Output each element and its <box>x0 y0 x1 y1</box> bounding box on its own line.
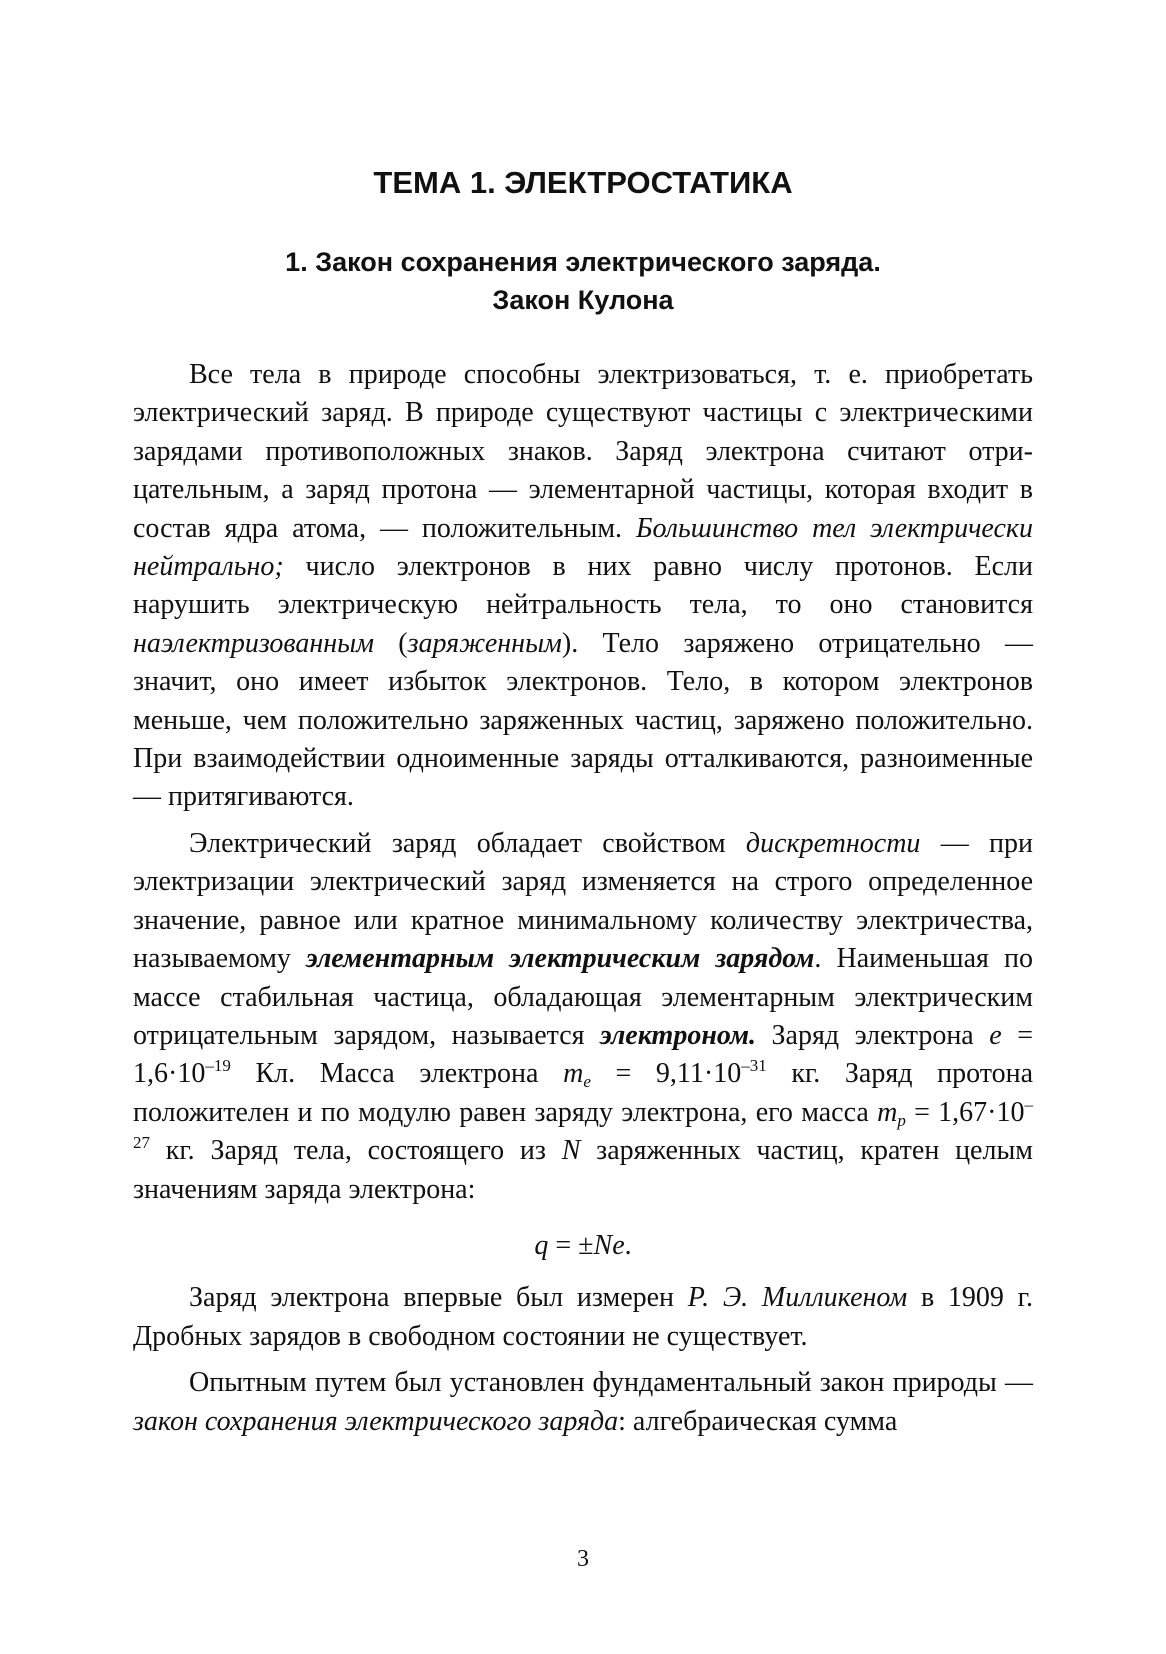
subscript-p: p <box>897 1110 906 1130</box>
text-run: — при электризации электрический заряд изменяется на строго определенное значение, равное или кратное минимальному количеству электричества, называемому <box>133 827 1033 975</box>
symbol-n: N <box>561 1135 581 1167</box>
text-run: ( <box>373 627 408 659</box>
text-run: Электрический заряд обладает свойством <box>189 827 746 859</box>
text-run: кг. Заряд тела, состоящего из <box>150 1135 562 1167</box>
page-number: 3 <box>577 1546 589 1572</box>
text-run: число электронов в них равно числу протонов. Если нарушить электрическую нейтральность тела, то оно становится <box>133 551 1033 621</box>
emphasis-neutral: Большинство тел электрически нейтрально; <box>133 512 1034 583</box>
symbol-m: m <box>563 1058 584 1090</box>
text-run: . Наименьшая по массе стабильная частица, обладающая элементарным электрическим отрицательным зарядом, называется <box>133 943 1033 1051</box>
paragraph-discreteness <box>133 825 1033 1209</box>
text-run: Все тела в природе способны электризоваться, т. е. приобретать электрический заряд. В природе существуют частицы с электрическими зарядами противоположных знаков. Заряд электрона считают отрицательным, а заряд протона — элементарной частицы, которая входит в состав ядра атома, — положительным. <box>133 359 1033 544</box>
term-discreteness: дискретности <box>745 827 921 859</box>
term-charged: заряженным <box>407 627 562 659</box>
exponent: –27 <box>133 1094 1033 1153</box>
charge-formula <box>133 1227 1033 1265</box>
exponent: –19 <box>205 1056 231 1076</box>
paragraph-electrization <box>133 356 1033 817</box>
paragraph-millikan <box>133 1279 1033 1356</box>
subscript-e: e <box>583 1072 591 1092</box>
text-run: заряженных частиц, кратен целым значениям заряда электрона: <box>133 1135 1033 1205</box>
section-title <box>0 243 1166 319</box>
text-run: Заряд электрона <box>756 1019 990 1051</box>
body-text <box>133 356 1033 1441</box>
formula-operator: = ± <box>548 1229 594 1261</box>
term-conservation-law: закон сохранения электрического заряда <box>133 1405 619 1437</box>
text-run: в 1909 г. Дробных зарядов в свободном состоянии не существует. <box>133 1282 1033 1352</box>
text-run: Кл. Масса электрона <box>230 1058 564 1090</box>
term-electrified: наэлектризованным <box>133 627 374 659</box>
symbol-e: e <box>989 1019 1002 1051</box>
paragraph-conservation-law <box>133 1364 1033 1441</box>
text-run: Заряд электрона впервые был измерен <box>189 1282 688 1314</box>
text-run: кг. Заряд протона положителен и по модулю равен заряду электрона, его масса <box>133 1058 1034 1128</box>
text-run: = 9,11·10 <box>590 1058 742 1090</box>
text-run: : алгебраическая сумма <box>618 1405 898 1437</box>
formula-q: q <box>534 1229 549 1261</box>
text-run: Опытным путем был установлен фундаментальный закон природы — <box>189 1367 1033 1399</box>
person-millikan: Р. Э. Милликеном <box>687 1282 908 1314</box>
exponent: –31 <box>741 1056 767 1076</box>
formula-ne: Ne <box>593 1229 625 1261</box>
symbol-m: m <box>877 1096 898 1128</box>
text-run: = 1,6·10 <box>133 1019 1034 1090</box>
term-electron: электроном. <box>600 1019 756 1051</box>
term-elementary-charge: элементарным электрическим зарядом <box>306 943 815 975</box>
formula-end: . <box>624 1229 632 1261</box>
section-title-line-1: 1. Закон сохранения электрического заряда. <box>285 247 881 277</box>
text-run: = 1,67·10 <box>905 1096 1025 1128</box>
topic-title: ТЕМА 1. ЭЛЕКТРОСТАТИКА <box>373 165 793 200</box>
text-run: ). Тело заряжено отрицательно — значит, оно имеет избыток электронов. Тело, в котором электронов меньше, чем положительно заряженных частиц, заряжено положительно. При взаимодействии одноименные заряды отталкиваются, разноименные — притягиваются. <box>133 627 1033 813</box>
section-title-line-2: Закон Кулона <box>492 285 674 315</box>
